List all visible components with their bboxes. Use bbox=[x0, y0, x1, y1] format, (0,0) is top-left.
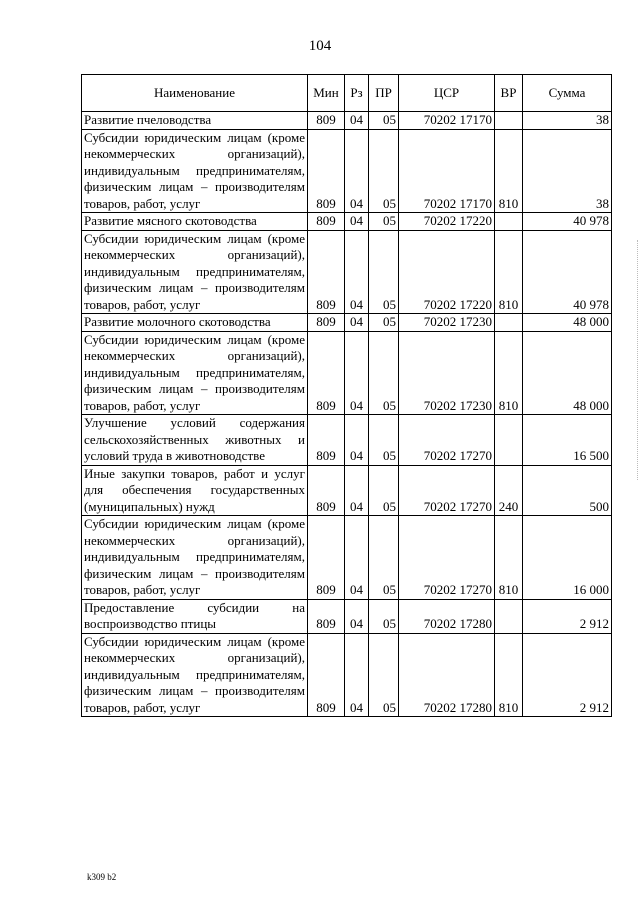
cell-sum: 48 000 bbox=[523, 331, 612, 415]
cell-name: Развитие мясного скотоводства bbox=[82, 213, 308, 231]
table-row bbox=[82, 213, 612, 231]
cell-sum: 40 978 bbox=[523, 213, 612, 231]
cell-min: 809 bbox=[308, 516, 345, 600]
cell-rz: 04 bbox=[345, 129, 369, 213]
cell-sum: 16 000 bbox=[523, 516, 612, 600]
cell-vr bbox=[495, 112, 523, 130]
cell-name: Развитие молочного скотоводства bbox=[82, 314, 308, 332]
cell-min: 809 bbox=[308, 331, 345, 415]
cell-sum: 2 912 bbox=[523, 599, 612, 633]
cell-pr: 05 bbox=[369, 112, 399, 130]
table-row bbox=[82, 129, 612, 213]
cell-pr: 05 bbox=[369, 516, 399, 600]
cell-name: Иные закупки товаров, работ и услуг для обеспечения государственных (муниципальных) нужд bbox=[82, 465, 308, 516]
cell-pr: 05 bbox=[369, 633, 399, 717]
cell-sum: 48 000 bbox=[523, 314, 612, 332]
cell-sum: 2 912 bbox=[523, 633, 612, 717]
cell-rz: 04 bbox=[345, 213, 369, 231]
cell-min: 809 bbox=[308, 599, 345, 633]
cell-pr: 05 bbox=[369, 599, 399, 633]
cell-csr: 70202 17230 bbox=[399, 314, 495, 332]
cell-pr: 05 bbox=[369, 331, 399, 415]
cell-name: Субсидии юридическим лицам (кроме некоммерческих организаций), индивидуальным предпринимателям, физическим лицам – производителям товаров, работ, услуг bbox=[82, 516, 308, 600]
table-row bbox=[82, 415, 612, 466]
cell-sum: 500 bbox=[523, 465, 612, 516]
cell-min: 809 bbox=[308, 415, 345, 466]
cell-csr: 70202 17270 bbox=[399, 465, 495, 516]
cell-rz: 04 bbox=[345, 331, 369, 415]
cell-min: 809 bbox=[308, 314, 345, 332]
cell-csr: 70202 17270 bbox=[399, 415, 495, 466]
cell-name: Улучшение условий содержания сельскохозяйственных животных и условий труда в животноводстве bbox=[82, 415, 308, 466]
cell-csr: 70202 17270 bbox=[399, 516, 495, 600]
cell-min: 809 bbox=[308, 213, 345, 231]
cell-pr: 05 bbox=[369, 465, 399, 516]
cell-pr: 05 bbox=[369, 230, 399, 314]
cell-min: 809 bbox=[308, 230, 345, 314]
cell-vr bbox=[495, 213, 523, 231]
cell-rz: 04 bbox=[345, 516, 369, 600]
cell-rz: 04 bbox=[345, 465, 369, 516]
cell-csr: 70202 17230 bbox=[399, 331, 495, 415]
cell-vr: 810 bbox=[495, 633, 523, 717]
table-row bbox=[82, 230, 612, 314]
cell-csr: 70202 17280 bbox=[399, 599, 495, 633]
cell-rz: 04 bbox=[345, 599, 369, 633]
cell-vr bbox=[495, 415, 523, 466]
footer-code: k309 b2 bbox=[87, 872, 117, 882]
cell-name: Предоставление субсидии на воспроизводство птицы bbox=[82, 599, 308, 633]
table-header-row bbox=[82, 75, 612, 112]
header-csr: ЦСР bbox=[399, 75, 495, 112]
table-row bbox=[82, 331, 612, 415]
cell-min: 809 bbox=[308, 633, 345, 717]
table-row bbox=[82, 599, 612, 633]
header-min: Мин bbox=[308, 75, 345, 112]
cell-vr: 810 bbox=[495, 129, 523, 213]
header-pr: ПР bbox=[369, 75, 399, 112]
cell-vr: 810 bbox=[495, 331, 523, 415]
cell-sum: 40 978 bbox=[523, 230, 612, 314]
cell-rz: 04 bbox=[345, 230, 369, 314]
cell-min: 809 bbox=[308, 112, 345, 130]
cell-csr: 70202 17280 bbox=[399, 633, 495, 717]
cell-sum: 38 bbox=[523, 112, 612, 130]
cell-rz: 04 bbox=[345, 314, 369, 332]
table-row bbox=[82, 633, 612, 717]
header-sum: Сумма bbox=[523, 75, 612, 112]
cell-name: Субсидии юридическим лицам (кроме некоммерческих организаций), индивидуальным предпринимателям, физическим лицам – производителям товаров, работ, услуг bbox=[82, 331, 308, 415]
cell-vr bbox=[495, 314, 523, 332]
cell-pr: 05 bbox=[369, 213, 399, 231]
cell-name: Субсидии юридическим лицам (кроме некоммерческих организаций), индивидуальным предпринимателям, физическим лицам – производителям товаров, работ, услуг bbox=[82, 230, 308, 314]
cell-vr: 240 bbox=[495, 465, 523, 516]
table-row bbox=[82, 314, 612, 332]
cell-min: 809 bbox=[308, 129, 345, 213]
table-row bbox=[82, 112, 612, 130]
header-rz: Рз bbox=[345, 75, 369, 112]
cell-csr: 70202 17220 bbox=[399, 213, 495, 231]
cell-name: Развитие пчеловодства bbox=[82, 112, 308, 130]
cell-csr: 70202 17220 bbox=[399, 230, 495, 314]
margin-marks bbox=[635, 240, 638, 480]
cell-vr: 810 bbox=[495, 230, 523, 314]
cell-pr: 05 bbox=[369, 129, 399, 213]
cell-rz: 04 bbox=[345, 415, 369, 466]
cell-pr: 05 bbox=[369, 314, 399, 332]
table-row bbox=[82, 465, 612, 516]
cell-name: Субсидии юридическим лицам (кроме некоммерческих организаций), индивидуальным предпринимателям, физическим лицам – производителям товаров, работ, услуг bbox=[82, 129, 308, 213]
budget-table bbox=[81, 74, 612, 717]
cell-vr bbox=[495, 599, 523, 633]
cell-rz: 04 bbox=[345, 633, 369, 717]
cell-sum: 38 bbox=[523, 129, 612, 213]
cell-rz: 04 bbox=[345, 112, 369, 130]
header-vr: ВР bbox=[495, 75, 523, 112]
cell-csr: 70202 17170 bbox=[399, 129, 495, 213]
cell-sum: 16 500 bbox=[523, 415, 612, 466]
cell-csr: 70202 17170 bbox=[399, 112, 495, 130]
cell-pr: 05 bbox=[369, 415, 399, 466]
header-name: Наименование bbox=[82, 75, 308, 112]
cell-min: 809 bbox=[308, 465, 345, 516]
cell-name: Субсидии юридическим лицам (кроме некоммерческих организаций), индивидуальным предпринимателям, физическим лицам – производителям товаров, работ, услуг bbox=[82, 633, 308, 717]
table-row bbox=[82, 516, 612, 600]
page-number: 104 bbox=[308, 38, 332, 54]
cell-vr: 810 bbox=[495, 516, 523, 600]
